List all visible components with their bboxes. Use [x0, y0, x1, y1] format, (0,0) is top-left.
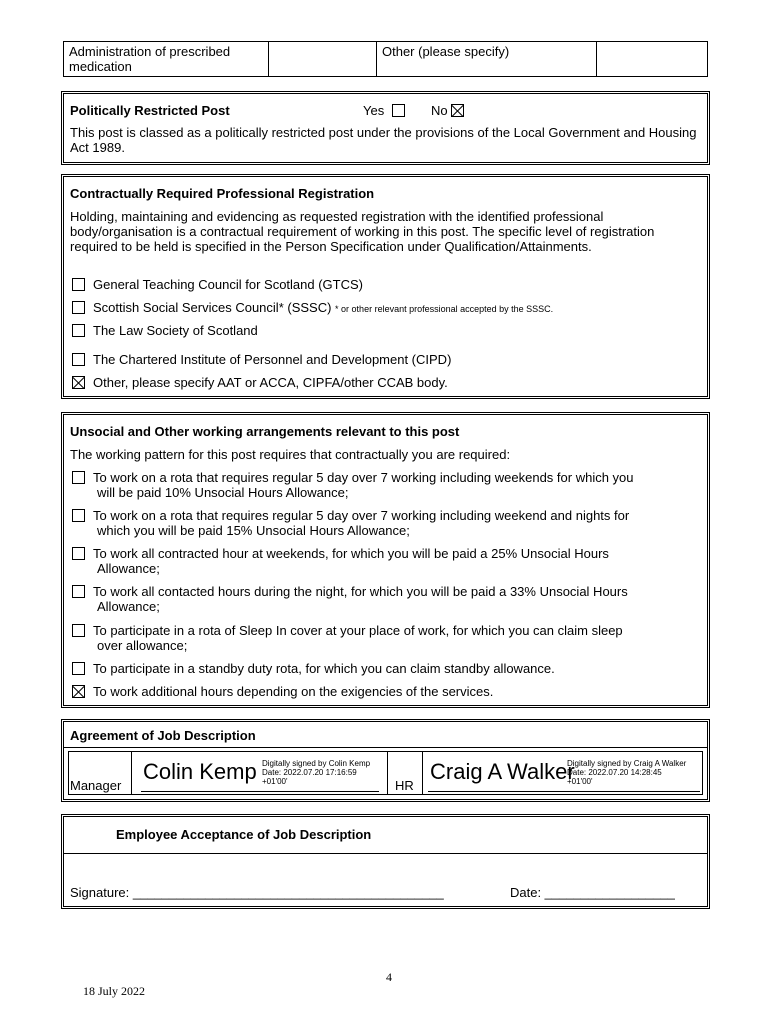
yes-checkbox[interactable]	[392, 104, 405, 117]
agreement-title: Agreement of Job Description	[70, 728, 256, 743]
cipd-checkbox[interactable]	[72, 353, 85, 366]
agreement-section	[63, 721, 708, 800]
gtcs-checkbox[interactable]	[72, 278, 85, 291]
registration-option-cipd: The Chartered Institute of Personnel and Development (CIPD)	[72, 352, 701, 367]
other-registration-checkbox[interactable]	[72, 376, 85, 389]
sssc-note: * or other relevant professional accepted by the SSSC.	[335, 304, 554, 314]
yes-option: Yes	[363, 103, 405, 118]
no-checkbox[interactable]	[451, 104, 464, 117]
sleep-in-checkbox[interactable]	[72, 624, 85, 637]
hr-signature-name: Craig A Walker	[430, 759, 575, 784]
politically-restricted-title: Politically Restricted Post	[70, 103, 230, 118]
footer-date: 18 July 2022	[83, 984, 146, 998]
registration-option-other: Other, please specify AAT or ACCA, CIPFA/other CCAB body.	[72, 375, 701, 390]
other-value-cell	[597, 42, 708, 77]
medication-row	[63, 41, 708, 77]
sssc-checkbox[interactable]	[72, 301, 85, 314]
unsocial-option-additional: To work additional hours depending on the exigencies of the services.	[72, 684, 701, 699]
medication-value-cell	[269, 42, 377, 77]
other-specify-cell: Other (please specify)	[377, 42, 597, 77]
unsocial-15-checkbox[interactable]	[72, 509, 85, 522]
signature-field[interactable]: Signature: ___________________________________________	[70, 885, 444, 900]
manager-label: Manager	[70, 778, 122, 793]
manager-signature-details: Digitally signed by Colin Kemp Date: 2022.07.20 17:16:59 +01'00'	[262, 759, 371, 786]
hr-signature-details: Digitally signed by Craig A Walker Date: 2022.07.20 14:28:45 +01'00'	[567, 759, 687, 786]
registration-option-sssc: Scottish Social Services Council* (SSSC) * or other relevant professional accepted by the SSSC.	[72, 300, 701, 317]
registration-option-gtcs: General Teaching Council for Scotland (GTCS)	[72, 277, 701, 292]
unsocial-10-checkbox[interactable]	[72, 471, 85, 484]
politically-restricted-section	[63, 93, 708, 163]
unsocial-intro: The working pattern for this post requires that contractually you are required:	[70, 447, 511, 462]
registration-section	[63, 176, 708, 397]
manager-signature-name: Colin Kemp	[143, 759, 257, 784]
unsocial-option-33: To work all contacted hours during the night, for which you will be paid a 33% Unsocial Hours Allowance;	[72, 584, 701, 614]
unsocial-option-25: To work all contracted hour at weekends, for which you will be paid a 25% Unsocial Hours Allowance;	[72, 546, 701, 576]
unsocial-25-checkbox[interactable]	[72, 547, 85, 560]
hr-signature-line	[428, 791, 700, 792]
manager-signature-line	[141, 791, 379, 792]
unsocial-option-standby: To participate in a standby duty rota, for which you can claim standby allowance.	[72, 661, 701, 676]
registration-title: Contractually Required Professional Registration	[70, 186, 375, 201]
politically-restricted-text: This post is classed as a politically restricted post under the provisions of the Local Government and Housing Act 1989.	[70, 125, 697, 155]
no-option: No	[431, 103, 464, 118]
registration-option-law-society: The Law Society of Scotland	[72, 323, 701, 338]
acceptance-section	[63, 816, 708, 907]
additional-hours-checkbox[interactable]	[72, 685, 85, 698]
acceptance-title: Employee Acceptance of Job Description	[116, 827, 372, 842]
page-number: 4	[386, 970, 392, 984]
registration-intro: Holding, maintaining and evidencing as requested registration with the identified professional body/organisation is a contractual requirement of working in this post. The specific level of registration required to be held is specified in the Person Specification under Qualification/Attainments.	[70, 209, 655, 254]
unsocial-option-15: To work on a rota that requires regular 5 day over 7 working including weekend and nights for which you will be paid 15% Unsocial Hours Allowance;	[72, 508, 701, 538]
unsocial-option-sleep-in: To participate in a rota of Sleep In cover at your place of work, for which you can claim sleep over allowance;	[72, 623, 701, 653]
unsocial-33-checkbox[interactable]	[72, 585, 85, 598]
hr-label: HR	[395, 778, 414, 793]
date-field[interactable]: Date: __________________	[510, 885, 675, 900]
medication-cell: Administration of prescribed medication	[64, 42, 269, 77]
standby-checkbox[interactable]	[72, 662, 85, 675]
law-society-checkbox[interactable]	[72, 324, 85, 337]
unsocial-section	[63, 414, 708, 706]
unsocial-title: Unsocial and Other working arrangements relevant to this post	[70, 424, 460, 439]
unsocial-option-10: To work on a rota that requires regular 5 day over 7 working including weekends for which you will be paid 10% Unsocial Hours Allowance;	[72, 470, 701, 500]
